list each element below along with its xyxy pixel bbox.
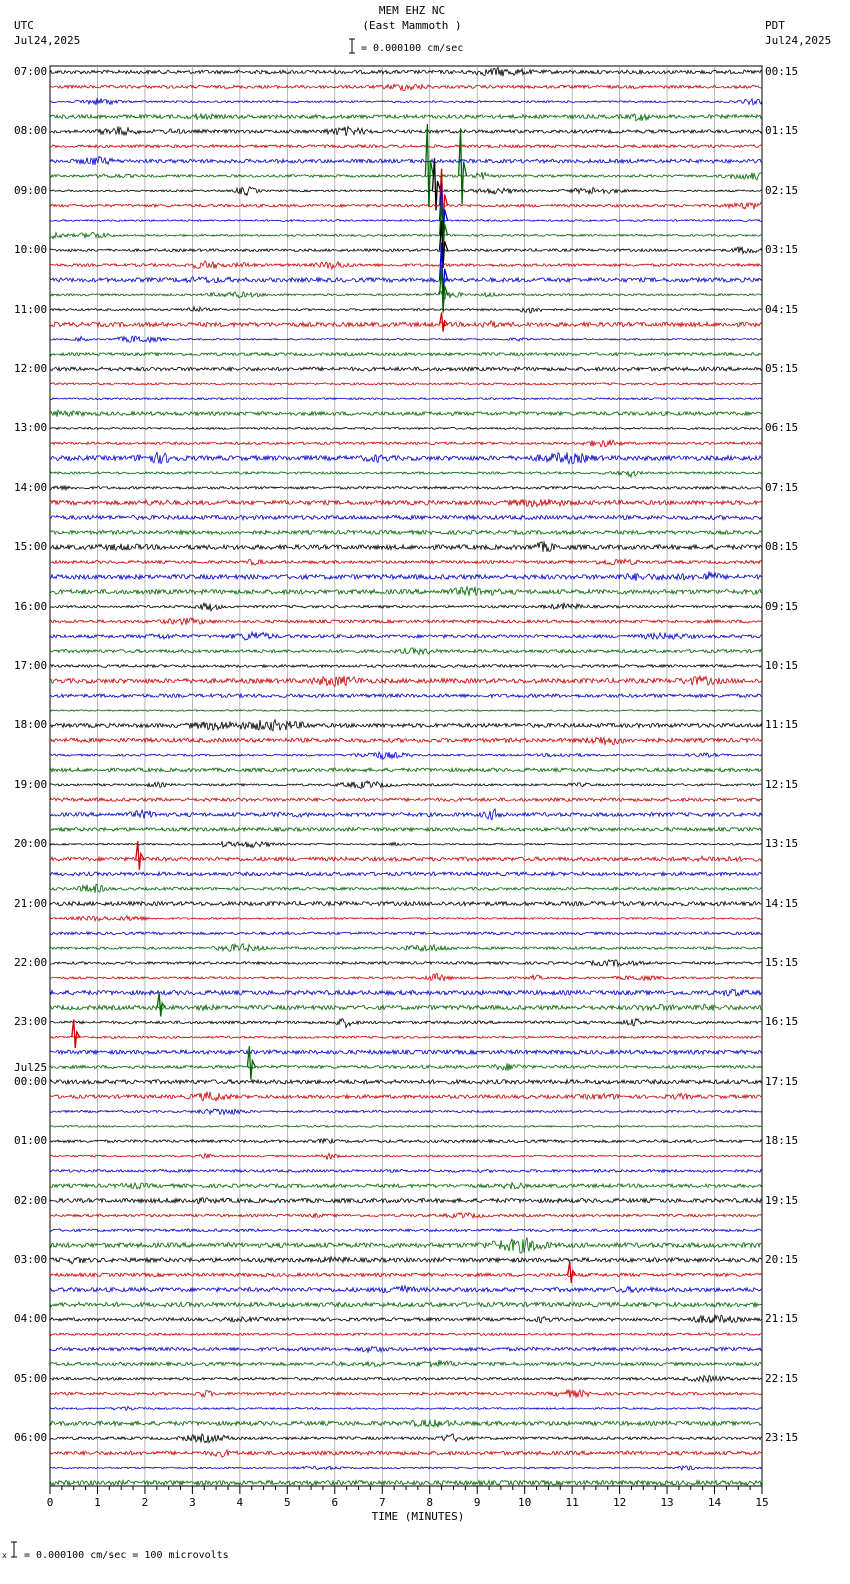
x-tick-label-8: 8 xyxy=(426,1496,434,1509)
right-hour-label: 09:15 xyxy=(765,599,799,613)
trace-row-14 xyxy=(50,277,762,283)
trace-row-70 xyxy=(50,1109,762,1114)
trace-row-79 xyxy=(50,1238,762,1253)
trace-row-95 xyxy=(50,1480,762,1485)
trace-row-88 xyxy=(50,1375,762,1382)
trace-row-34 xyxy=(50,571,762,580)
right-hour-label: 06:15 xyxy=(765,421,799,435)
station-title: MEM EHZ NC xyxy=(378,4,446,17)
trace-row-15 xyxy=(50,291,762,299)
right-hour-label: 21:15 xyxy=(765,1312,799,1326)
trace-row-83 xyxy=(50,1302,762,1307)
trace-row-76 xyxy=(50,1198,762,1204)
trace-row-81 xyxy=(50,1273,762,1277)
trace-row-5 xyxy=(50,145,762,148)
trace-row-46 xyxy=(50,752,762,759)
x-tick-label-13: 13 xyxy=(660,1496,674,1509)
left-hour-label: 09:00 xyxy=(14,183,48,197)
left-hour-label: 23:00 xyxy=(14,1015,48,1029)
trace-row-59 xyxy=(50,944,762,952)
right-hour-label: 19:15 xyxy=(765,1193,799,1207)
trace-row-87 xyxy=(50,1360,762,1367)
trace-row-53 xyxy=(50,856,762,861)
right-hour-label: 23:15 xyxy=(765,1431,799,1445)
trace-row-38 xyxy=(50,632,762,640)
trace-row-36 xyxy=(50,603,762,611)
trace-row-35 xyxy=(50,587,762,596)
trace-row-18 xyxy=(50,336,762,342)
left-hour-label: 08:00 xyxy=(14,124,48,138)
left-hour-label: 20:00 xyxy=(14,837,48,851)
right-hour-label: 17:15 xyxy=(765,1074,799,1088)
left-date-label: Jul25 xyxy=(14,1060,48,1074)
left-hour-label: 01:00 xyxy=(14,1134,48,1148)
trace-row-12 xyxy=(50,247,762,254)
trace-row-58 xyxy=(50,932,762,935)
x-tick-label-3: 3 xyxy=(189,1496,196,1509)
event-spike-row-7-0 xyxy=(425,124,433,207)
trace-row-55 xyxy=(50,884,762,893)
x-tick-label-10: 10 xyxy=(518,1496,532,1509)
trace-row-33 xyxy=(50,559,762,565)
scale-bar-icon xyxy=(349,39,355,53)
trace-row-77 xyxy=(50,1213,762,1218)
right-date: Jul24,2025 xyxy=(765,34,832,47)
trace-row-64 xyxy=(50,1019,762,1028)
x-tick-label-6: 6 xyxy=(331,1496,339,1509)
left-hour-label: 04:00 xyxy=(14,1312,48,1326)
scale-label: = 0.000100 cm/sec xyxy=(361,43,464,54)
trace-row-2 xyxy=(50,98,762,105)
trace-row-4 xyxy=(50,126,762,135)
trace-row-67 xyxy=(50,1063,762,1070)
trace-row-42 xyxy=(50,694,762,698)
left-timezone: UTC xyxy=(14,19,34,32)
trace-row-85 xyxy=(50,1333,762,1335)
trace-row-20 xyxy=(50,367,762,371)
left-hour-label: 19:00 xyxy=(14,777,48,791)
x-tick-label-11: 11 xyxy=(565,1496,579,1509)
trace-row-19 xyxy=(50,353,762,356)
trace-row-6 xyxy=(50,156,762,165)
trace-row-22 xyxy=(50,398,762,400)
event-spike-row-53-0 xyxy=(136,841,144,870)
x-tick-label-7: 7 xyxy=(378,1496,386,1509)
trace-row-65 xyxy=(50,1036,762,1038)
trace-row-91 xyxy=(50,1419,762,1427)
trace-row-90 xyxy=(50,1406,762,1410)
trace-row-32 xyxy=(50,541,762,552)
trace-row-49 xyxy=(50,798,762,801)
right-timezone: PDT xyxy=(765,19,785,32)
right-hour-label: 20:15 xyxy=(765,1253,799,1266)
right-hour-label: 03:15 xyxy=(765,243,799,257)
x-axis xyxy=(47,1486,769,1509)
left-hour-label: 03:00 xyxy=(14,1253,48,1266)
trace-row-16 xyxy=(50,307,762,313)
trace-row-66 xyxy=(50,1050,762,1054)
right-hour-label: 11:15 xyxy=(765,718,799,732)
event-spike-row-65-0 xyxy=(72,1019,80,1048)
left-hour-label: 02:00 xyxy=(14,1193,48,1207)
trace-row-39 xyxy=(50,648,762,655)
right-hour-label: 10:15 xyxy=(765,659,799,672)
trace-row-73 xyxy=(50,1153,762,1159)
calibration-bar-icon xyxy=(2,1542,17,1560)
x-tick-label-9: 9 xyxy=(473,1496,481,1509)
trace-row-30 xyxy=(50,515,762,519)
trace-row-54 xyxy=(50,872,762,876)
trace-row-63 xyxy=(50,1004,762,1010)
trace-row-40 xyxy=(50,665,762,668)
trace-row-47 xyxy=(50,768,762,772)
trace-row-56 xyxy=(50,901,762,905)
trace-row-17 xyxy=(50,321,762,328)
x-tick-label-5: 5 xyxy=(284,1496,291,1509)
right-hour-label: 00:15 xyxy=(765,65,799,78)
left-hour-label: 22:00 xyxy=(14,956,48,969)
trace-row-37 xyxy=(50,618,762,625)
trace-row-27 xyxy=(50,471,762,477)
event-spike-row-7-1 xyxy=(459,128,467,204)
trace-row-52 xyxy=(50,842,762,848)
left-date: Jul24,2025 xyxy=(14,34,81,47)
trace-row-44 xyxy=(50,720,762,731)
x-tick-label-12: 12 xyxy=(612,1496,627,1509)
left-hour-label: 00:00 xyxy=(14,1074,48,1088)
right-hour-label: 12:15 xyxy=(765,777,799,791)
trace-row-93 xyxy=(50,1450,762,1457)
trace-row-51 xyxy=(50,828,762,832)
trace-row-82 xyxy=(50,1285,762,1292)
trace-row-24 xyxy=(50,427,762,429)
trace-row-31 xyxy=(50,530,762,534)
trace-row-94 xyxy=(50,1466,762,1470)
trace-row-1 xyxy=(50,84,762,90)
trace-row-50 xyxy=(50,809,762,820)
svg-text:x: x xyxy=(2,1551,7,1560)
trace-row-9 xyxy=(50,202,762,209)
trace-row-69 xyxy=(50,1092,762,1101)
left-hour-label: 12:00 xyxy=(14,362,48,375)
right-hour-label: 05:15 xyxy=(765,362,799,375)
event-spike-row-81-0 xyxy=(568,1261,576,1282)
trace-row-43 xyxy=(50,710,762,712)
trace-row-92 xyxy=(50,1434,762,1443)
station-location: (East Mammoth ) xyxy=(362,19,462,32)
trace-row-21 xyxy=(50,383,762,385)
trace-row-74 xyxy=(50,1169,762,1172)
trace-row-60 xyxy=(50,960,762,967)
trace-row-48 xyxy=(50,781,762,789)
trace-row-26 xyxy=(50,452,762,464)
x-tick-label-2: 2 xyxy=(141,1496,149,1509)
trace-row-68 xyxy=(50,1080,762,1084)
trace-row-23 xyxy=(50,410,762,417)
right-hour-label: 13:15 xyxy=(765,837,799,851)
trace-row-29 xyxy=(50,499,762,507)
calibration-label: = 0.000100 cm/sec = 100 microvolts xyxy=(24,1550,229,1561)
left-hour-label: 15:00 xyxy=(14,540,48,554)
trace-row-28 xyxy=(50,486,762,490)
trace-row-62 xyxy=(50,989,762,996)
trace-row-75 xyxy=(50,1183,762,1189)
x-tick-label-15: 15 xyxy=(755,1496,769,1509)
trace-row-71 xyxy=(50,1125,762,1127)
right-hour-label: 18:15 xyxy=(765,1134,799,1148)
trace-row-0 xyxy=(50,67,762,76)
seismic-traces xyxy=(50,67,762,1485)
trace-row-57 xyxy=(50,916,762,921)
right-hour-label: 08:15 xyxy=(765,540,799,554)
trace-row-13 xyxy=(50,261,762,269)
left-hour-label: 11:00 xyxy=(14,302,48,316)
trace-row-45 xyxy=(50,737,762,745)
right-hour-label: 02:15 xyxy=(765,183,799,197)
right-hour-label: 22:15 xyxy=(765,1371,799,1385)
trace-row-8 xyxy=(50,187,762,196)
left-hour-label: 16:00 xyxy=(14,599,48,613)
right-hour-label: 14:15 xyxy=(765,896,799,910)
trace-row-25 xyxy=(50,440,762,447)
left-hour-label: 06:00 xyxy=(14,1431,48,1445)
left-hour-label: 13:00 xyxy=(14,421,48,435)
x-axis-label: TIME (MINUTES) xyxy=(371,1510,465,1523)
left-hour-label: 21:00 xyxy=(14,896,48,910)
right-hour-label: 16:15 xyxy=(765,1015,799,1029)
x-tick-label-14: 14 xyxy=(707,1496,722,1509)
event-spike-row-63-0 xyxy=(157,993,165,1017)
right-hour-label: 01:15 xyxy=(765,124,799,138)
trace-row-10 xyxy=(50,220,762,222)
trace-row-89 xyxy=(50,1390,762,1398)
x-tick-label-4: 4 xyxy=(236,1496,244,1509)
trace-row-72 xyxy=(50,1138,762,1143)
x-tick-label-0: 0 xyxy=(46,1496,54,1509)
trace-row-86 xyxy=(50,1347,762,1353)
right-hour-label: 04:15 xyxy=(765,302,799,316)
trace-row-78 xyxy=(50,1229,762,1232)
left-hour-label: 05:00 xyxy=(14,1371,48,1385)
left-hour-label: 10:00 xyxy=(14,243,48,257)
trace-row-80 xyxy=(50,1257,762,1264)
right-hour-label: 15:15 xyxy=(765,956,799,969)
trace-row-3 xyxy=(50,114,762,121)
trace-row-41 xyxy=(50,676,762,687)
trace-row-7 xyxy=(50,172,762,180)
left-hour-label: 17:00 xyxy=(14,659,48,672)
x-tick-label-1: 1 xyxy=(94,1496,101,1509)
right-hour-label: 07:15 xyxy=(765,480,799,494)
left-hour-label: 07:00 xyxy=(14,65,48,78)
trace-row-84 xyxy=(50,1314,762,1323)
trace-row-61 xyxy=(50,973,762,980)
left-hour-label: 18:00 xyxy=(14,718,48,732)
trace-row-11 xyxy=(50,232,762,238)
left-hour-label: 14:00 xyxy=(14,480,48,494)
